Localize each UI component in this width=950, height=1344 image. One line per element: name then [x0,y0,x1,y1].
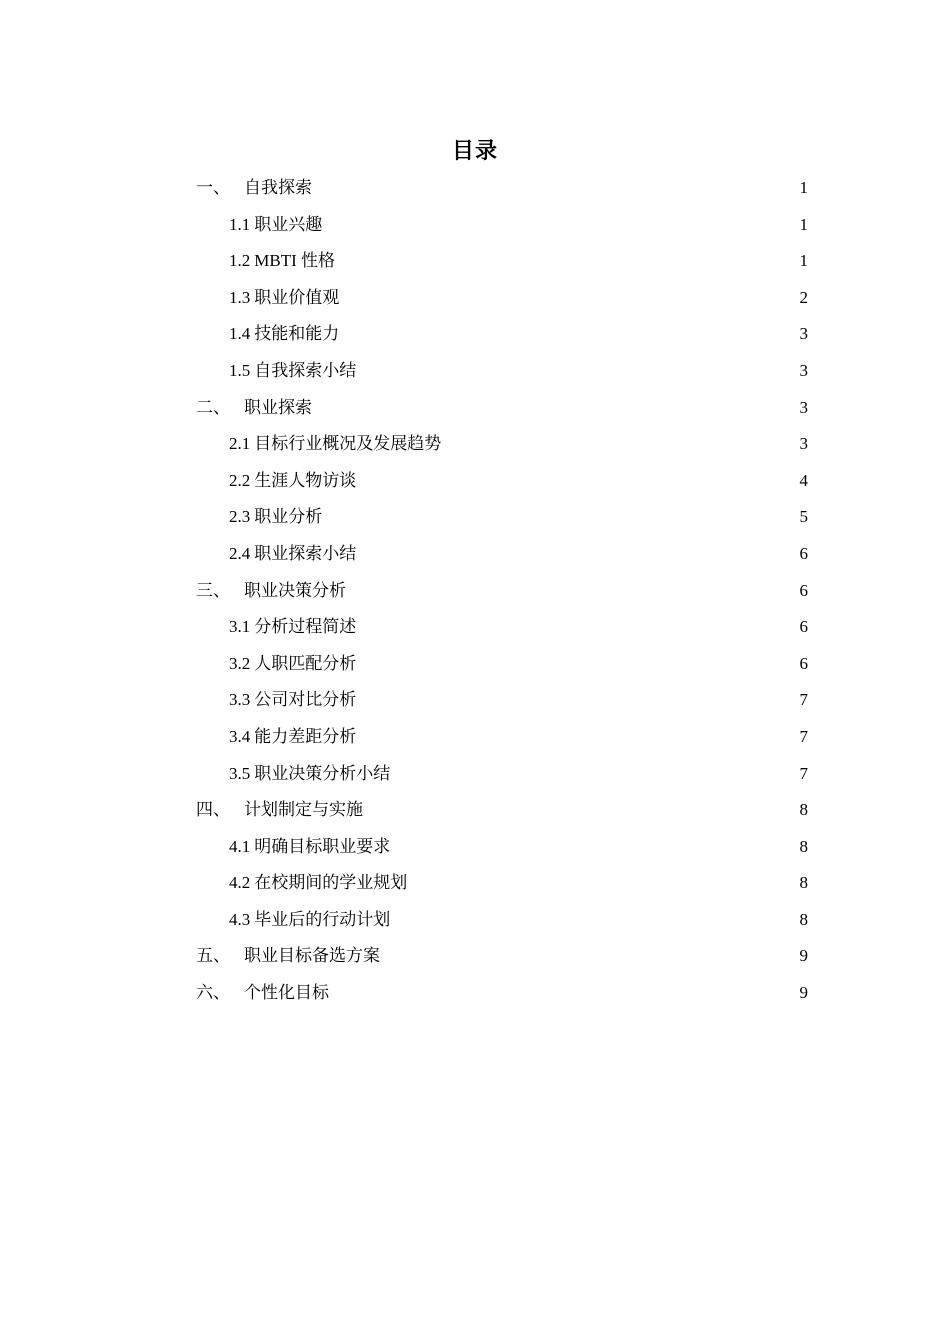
toc-section-entry[interactable] [196,829,808,866]
toc-entry-number: 六、 [196,983,230,1003]
toc-chapter-entry[interactable] [196,938,808,975]
toc-entry-title: 职业决策分析 [244,580,346,600]
toc-chapter-entry[interactable] [196,573,808,610]
toc-entry-title: 技能和能力 [254,324,340,344]
toc-entry-number: 2.2 [229,470,251,490]
toc-entry-title: 自我探索 [244,178,312,197]
toc-entry-number: 2.3 [229,507,251,527]
toc-entry-title: 个性化目标 [244,983,329,1003]
toc-page-number: 6 [799,617,808,637]
toc-section-entry[interactable] [196,280,808,317]
toc-entry-title: 职业兴趣 [254,214,323,234]
toc-entry-number: 4.2 [229,873,251,893]
toc-page-number: 7 [799,690,808,710]
toc-entry-number: 2.1 [229,434,251,454]
toc-entry-title: 人职匹配分析 [254,653,357,673]
toc-entry-title: 生涯人物访谈 [254,470,357,490]
toc-entry-number: 四、 [196,800,230,820]
toc-page-number: 6 [799,653,808,673]
toc-page-number: 8 [799,909,808,929]
toc-section-entry[interactable] [196,609,808,646]
toc-entry-number: 一、 [196,178,230,197]
toc-page-number: 2 [799,287,808,307]
toc-page-number: 9 [799,983,808,1003]
toc-entry-title: 职业探索小结 [254,543,357,563]
toc-page-number: 1 [799,251,808,271]
toc-entry-title: 职业探索 [244,397,312,417]
toc-entry-title: 职业目标备选方案 [244,946,380,966]
toc-section-entry[interactable] [196,499,808,536]
toc-entry-number: 1.2 [229,251,251,271]
toc-entry-title: 计划制定与实施 [244,800,363,820]
toc-section-entry[interactable] [196,463,808,500]
toc-section-entry[interactable] [196,756,808,793]
toc-entry-number: 3.2 [229,653,251,673]
toc-section-entry[interactable] [196,316,808,353]
toc-section-entry[interactable] [196,243,808,280]
toc-entry-title: 公司对比分析 [254,690,357,710]
toc-page-number: 3 [799,397,808,417]
toc-section-entry[interactable] [196,682,808,719]
toc-title: 目录 [451,138,498,163]
toc-page-number: 6 [799,580,808,600]
toc-entry-number: 五、 [196,946,230,966]
toc-chapter-entry[interactable] [196,792,808,829]
toc-section-entry[interactable] [196,426,808,463]
toc-page-number: 9 [799,946,808,966]
toc-chapter-entry[interactable] [196,390,808,427]
toc-page-number: 7 [799,726,808,746]
toc-page-number: 7 [799,763,808,783]
toc-page-number: 8 [799,836,808,856]
toc-entry-title: 职业分析 [254,507,323,527]
toc-entry-number: 3.5 [229,763,251,783]
toc-entry-title: 毕业后的行动计划 [254,909,391,929]
toc-entry-title: MBTI 性格 [254,251,335,271]
toc-entry-number: 3.1 [229,617,251,637]
toc-entry-title: 自我探索小结 [254,360,357,380]
toc-section-entry[interactable] [196,207,808,244]
toc-entry-number: 1.4 [229,324,251,344]
toc-entry-number: 3.3 [229,690,251,710]
toc-entry-number: 4.1 [229,836,251,856]
toc-list [196,170,808,1012]
toc-entry-number: 4.3 [229,909,251,929]
toc-chapter-entry[interactable] [196,170,808,207]
toc-page-number: 8 [799,873,808,893]
toc-entry-number: 1.1 [229,214,251,234]
toc-page-number: 3 [799,324,808,344]
toc-entry-title: 职业价值观 [254,287,340,307]
toc-entry-number: 1.5 [229,360,251,380]
toc-page-number: 3 [799,434,808,454]
toc-entry-number: 2.4 [229,543,251,563]
toc-entry-title: 分析过程简述 [254,617,357,637]
toc-entry-title: 明确目标职业要求 [254,836,391,856]
toc-entry-number: 3.4 [229,726,251,746]
toc-page-number: 1 [799,214,808,234]
toc-page-number: 1 [799,178,808,197]
toc-entry-number: 三、 [196,580,230,600]
toc-chapter-entry[interactable] [196,975,808,1012]
toc-page-number: 4 [799,470,808,490]
toc-page-number: 6 [799,543,808,563]
toc-entry-title: 目标行业概况及发展趋势 [254,434,442,454]
toc-section-entry[interactable] [196,902,808,939]
toc-section-entry[interactable] [196,865,808,902]
toc-entry-number: 1.3 [229,287,251,307]
toc-section-entry[interactable] [196,353,808,390]
toc-page-number: 3 [799,360,808,380]
toc-entry-title: 能力差距分析 [254,726,357,746]
toc-section-entry[interactable] [196,646,808,683]
toc-section-entry[interactable] [196,536,808,573]
toc-entry-number: 二、 [196,397,230,417]
toc-entry-title: 在校期间的学业规划 [254,873,408,893]
toc-page-number: 5 [799,507,808,527]
toc-entry-title: 职业决策分析小结 [254,763,391,783]
toc-page-number: 8 [799,800,808,820]
toc-section-entry[interactable] [196,719,808,756]
